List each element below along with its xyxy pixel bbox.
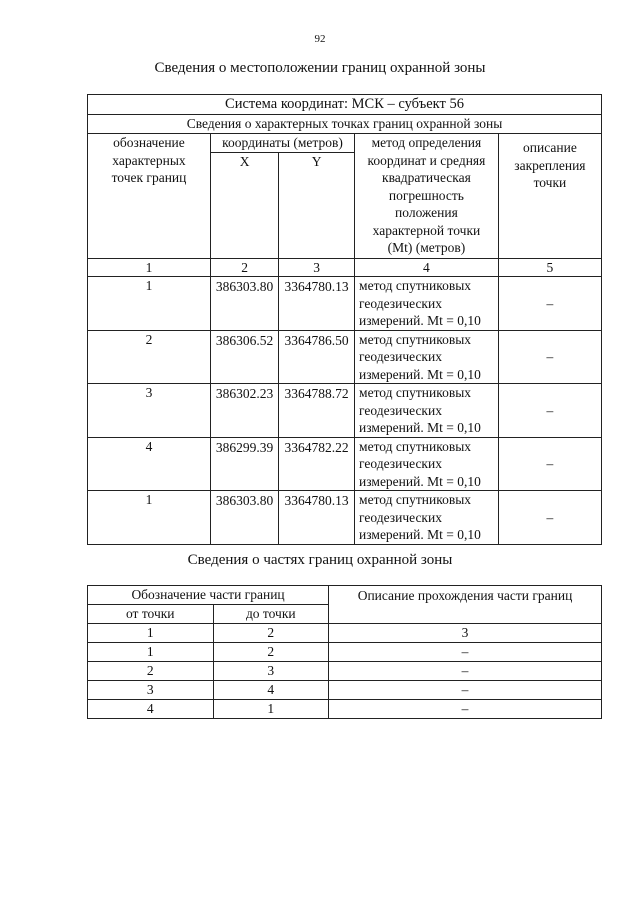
description-cell: – bbox=[329, 643, 602, 662]
col-number-cell: 1 bbox=[88, 624, 214, 643]
parts-table bbox=[87, 585, 602, 719]
point-number-cell: 1 bbox=[88, 491, 211, 545]
coord-y-cell: 3364788.72 bbox=[279, 384, 355, 438]
point-number-cell: 4 bbox=[88, 437, 211, 491]
to-point-cell: 2 bbox=[213, 643, 329, 662]
header-parts: Обозначение части границ bbox=[88, 586, 329, 605]
points-table bbox=[87, 94, 602, 545]
coord-x-cell: 386303.80 bbox=[210, 491, 278, 545]
method-cell bbox=[355, 437, 499, 491]
method-cell bbox=[355, 277, 499, 331]
from-point-cell: 3 bbox=[88, 681, 214, 700]
fixing-cell: – bbox=[498, 491, 601, 545]
point-row bbox=[88, 277, 602, 331]
to-point-cell: 3 bbox=[213, 662, 329, 681]
col-number-cell: 5 bbox=[498, 258, 601, 277]
point-row bbox=[88, 491, 602, 545]
method-line: измерений. Mt = 0,10 bbox=[359, 527, 481, 542]
method-line: измерений. Mt = 0,10 bbox=[359, 313, 481, 328]
method-line: геодезических bbox=[359, 295, 442, 311]
point-number-cell: 3 bbox=[88, 384, 211, 438]
method-line: измерений. Mt = 0,10 bbox=[359, 420, 481, 435]
header-y: Y bbox=[279, 152, 355, 258]
point-row bbox=[88, 330, 602, 384]
col-number-cell: 2 bbox=[210, 258, 278, 277]
coord-x-cell: 386303.80 bbox=[210, 277, 278, 331]
from-point-cell: 1 bbox=[88, 643, 214, 662]
description-cell: – bbox=[329, 681, 602, 700]
part-row bbox=[88, 700, 602, 719]
fixing-cell: – bbox=[498, 437, 601, 491]
part-row bbox=[88, 643, 602, 662]
from-point-cell: 2 bbox=[88, 662, 214, 681]
coord-y-cell: 3364786.50 bbox=[279, 330, 355, 384]
point-row bbox=[88, 384, 602, 438]
col-number-cell: 1 bbox=[88, 258, 211, 277]
page-number: 92 bbox=[314, 33, 326, 45]
col-number-cell: 3 bbox=[279, 258, 355, 277]
fixing-cell: – bbox=[498, 277, 601, 331]
header-fixing-description: описание закрепления точки bbox=[498, 134, 601, 259]
coord-y-cell: 3364782.22 bbox=[279, 437, 355, 491]
method-line: геодезических bbox=[359, 402, 442, 418]
col-number-cell: 3 bbox=[329, 624, 602, 643]
method-line: геодезических bbox=[359, 456, 442, 471]
from-point-cell: 4 bbox=[88, 700, 214, 719]
header-coordinates: координаты (метров) bbox=[210, 134, 354, 153]
part-row bbox=[88, 662, 602, 681]
description-cell: – bbox=[329, 662, 602, 681]
point-number-cell: 2 bbox=[88, 330, 211, 384]
method-line: метод спутниковых bbox=[359, 278, 472, 293]
coord-y-cell: 3364780.13 bbox=[279, 277, 355, 331]
section-title-parts: Сведения о частях границ охранной зоны bbox=[187, 552, 453, 568]
col-number-cell: 4 bbox=[355, 258, 499, 277]
header-from-point: от точки bbox=[88, 605, 214, 624]
points-subtitle-cell: Сведения о характерных точках границ охранной зоны bbox=[88, 115, 602, 134]
method-line: измерений. Mt = 0,10 bbox=[359, 366, 481, 382]
section-title-boundaries: Сведения о местоположении границ охранной зоны bbox=[154, 60, 486, 76]
fixing-cell: – bbox=[498, 330, 601, 384]
header-method: метод определения координат и средняя квадратическая погрешность положения характерной точки (Mt) (метров) bbox=[355, 134, 499, 259]
method-line: геодезических bbox=[359, 349, 442, 364]
point-row bbox=[88, 437, 602, 491]
method-cell bbox=[355, 330, 499, 384]
header-x: X bbox=[210, 152, 278, 258]
header-passage-description: Описание прохождения части границ bbox=[329, 586, 602, 624]
method-line: метод спутниковых bbox=[359, 385, 472, 400]
part-row bbox=[88, 681, 602, 700]
coordinate-system-cell: Система координат: МСК – субъект 56 bbox=[88, 95, 602, 115]
coord-x-cell: 386299.39 bbox=[210, 437, 278, 491]
fixing-cell: – bbox=[498, 384, 601, 438]
description-cell: – bbox=[329, 700, 602, 719]
method-line: метод спутниковых bbox=[359, 492, 472, 507]
col-number-cell: 2 bbox=[213, 624, 329, 643]
method-line: геодезических bbox=[359, 509, 442, 525]
header-point-designation: обозначение характерных точек границ bbox=[88, 134, 211, 259]
header-to-point: до точки bbox=[213, 605, 329, 624]
method-cell bbox=[355, 491, 499, 545]
point-number-cell: 1 bbox=[88, 277, 211, 331]
coord-x-cell: 386302.23 bbox=[210, 384, 278, 438]
coord-y-cell: 3364780.13 bbox=[279, 491, 355, 545]
coord-x-cell: 386306.52 bbox=[210, 330, 278, 384]
to-point-cell: 4 bbox=[213, 681, 329, 700]
method-line: метод спутниковых bbox=[359, 331, 472, 347]
method-cell bbox=[355, 384, 499, 438]
to-point-cell: 1 bbox=[213, 700, 329, 719]
method-line: измерений. Mt = 0,10 bbox=[359, 473, 481, 489]
method-line: метод спутниковых bbox=[359, 438, 472, 454]
